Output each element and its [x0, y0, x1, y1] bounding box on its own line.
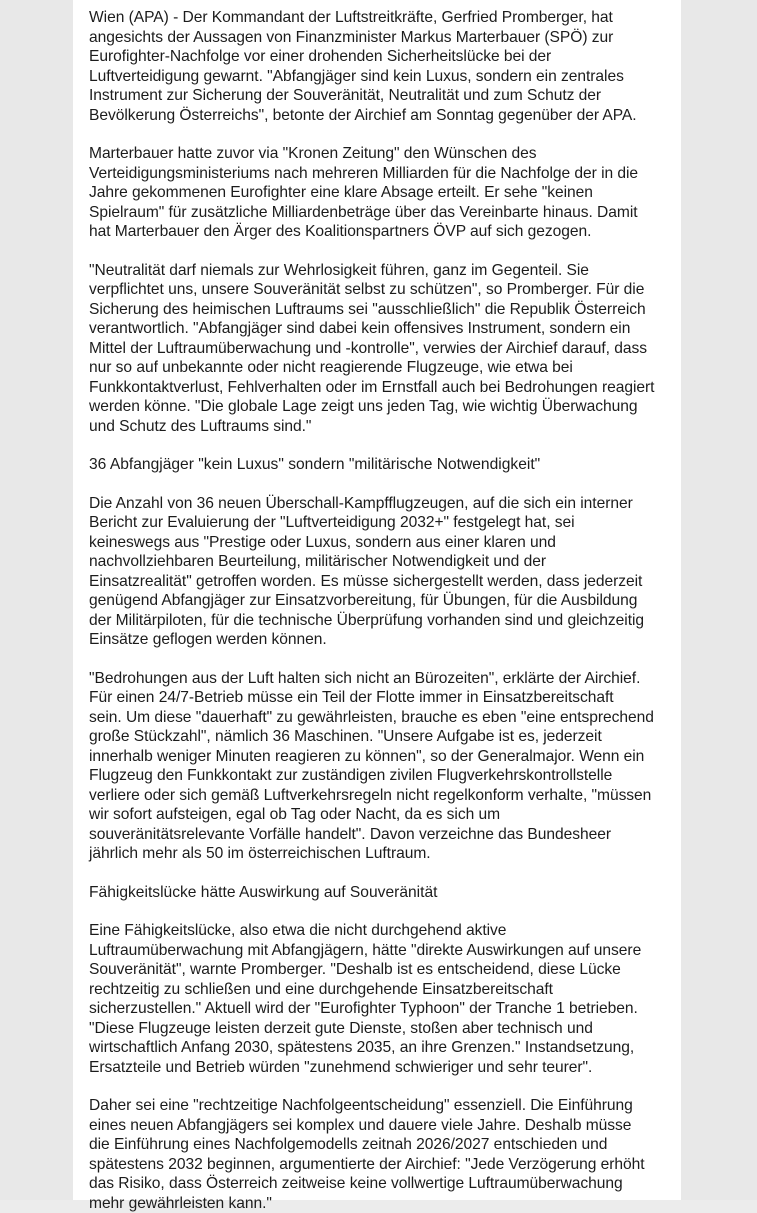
- text-line: Luftraumüberwachung mit Abfangjägern, hätte "direkte Auswirkungen auf unsere: [89, 941, 681, 961]
- text-line: Einsätze geflogen werden können.: [89, 630, 681, 650]
- text-line: rechtzeitig zu schließen und eine durchgehende Einsatzbereitschaft: [89, 980, 681, 1000]
- text-line: Souveränität", warnte Promberger. "Deshalb ist es entscheidend, diese Lücke: [89, 960, 681, 980]
- left-margin: [0, 0, 73, 1200]
- text-line: Jahre gekommenen Eurofighter eine klare Absage erteilt. Er sehe "keinen: [89, 183, 681, 203]
- text-line: Wien (APA) - Der Kommandant der Luftstreitkräfte, Gerfried Promberger, hat: [89, 8, 681, 28]
- text-line: wir sofort aufsteigen, egal ob Tag oder Nacht, da es sich um: [89, 805, 681, 825]
- text-line: Einsatzrealität" getroffen worden. Es müsse sichergestellt werden, dass jederzeit: [89, 572, 681, 592]
- subheading-abfangjaeger: 36 Abfangjäger "kein Luxus" sondern "militärische Notwendigkeit": [89, 455, 681, 475]
- text-line: Mittel der Luftraumüberwachung und -kontrolle", verwies der Airchief darauf, dass: [89, 339, 681, 359]
- text-line: Flugzeug den Funkkontakt zur zuständigen zivilen Flugverkehrskontrollstelle: [89, 766, 681, 786]
- article-body: [73, 0, 681, 1200]
- text-line: verliere oder sich gemäß Luftverkehrsregeln nicht regelkonform verhalte, "müssen: [89, 786, 681, 806]
- text-line: "Bedrohungen aus der Luft halten sich nicht an Bürozeiten", erklärte der Airchief.: [89, 669, 681, 689]
- text-line: spätestens 2032 beginnen, argumentierte der Airchief: "Jede Verzögerung erhöht: [89, 1155, 681, 1175]
- text-line: und Schutz des Luftraums sind.": [89, 417, 681, 437]
- paragraph-nachfolge: [89, 1096, 681, 1213]
- text-line: Luftverteidigung gewarnt. "Abfangjäger sind kein Luxus, sondern ein zentrales: [89, 67, 681, 87]
- paragraph-luecke: [89, 921, 681, 1077]
- text-line: Ersatzteile und Betrieb würden "zunehmend schwieriger und sehr teurer".: [89, 1058, 681, 1078]
- paragraph-bedrohungen: [89, 669, 681, 864]
- text-line: die Einführung eines Nachfolgemodells zeitnah 2026/2027 entschieden und: [89, 1135, 681, 1155]
- text-line: Die Anzahl von 36 neuen Überschall-Kampfflugzeugen, auf die sich ein interner: [89, 494, 681, 514]
- text-line: mehr gewährleisten kann.": [89, 1194, 681, 1213]
- text-line: sicherzustellen." Aktuell wird der "Eurofighter Typhoon" der Tranche 1 betrieben.: [89, 999, 681, 1019]
- text-line: jährlich mehr als 50 im österreichischen Luftraum.: [89, 844, 681, 864]
- text-line: innerhalb weniger Minuten reagieren zu können", so der Generalmajor. Wenn ein: [89, 747, 681, 767]
- text-line: Instrument zur Sicherung der Souveränität, Neutralität und zum Schutz der: [89, 86, 681, 106]
- text-line: große Stückzahl", nämlich 36 Maschinen. "Unsere Aufgabe ist es, jederzeit: [89, 727, 681, 747]
- paragraph-intro: [89, 8, 681, 125]
- text-line: Eine Fähigkeitslücke, also etwa die nicht durchgehend aktive: [89, 921, 681, 941]
- paragraph-anzahl: [89, 494, 681, 650]
- text-line: Spielraum" für zusätzliche Milliardenbeträge über das Vereinbarte hinaus. Damit: [89, 203, 681, 223]
- subheading-faehigkeitsluecke: Fähigkeitslücke hätte Auswirkung auf Souveränität: [89, 883, 681, 903]
- text-line: genügend Abfangjäger zur Einsatzvorbereitung, für Übungen, für die Ausbildung: [89, 591, 681, 611]
- text-line: nachvollziehbaren Beurteilung, militärischer Notwendigkeit und der: [89, 552, 681, 572]
- paragraph-marterbauer: [89, 144, 681, 242]
- text-line: Eurofighter-Nachfolge vor einer drohenden Sicherheitslücke bei der: [89, 47, 681, 67]
- text-line: souveränitätsrelevante Vorfälle handelt". Davon verzeichne das Bundesheer: [89, 825, 681, 845]
- text-line: Bericht zur Evaluierung der "Luftverteidigung 2032+" festgelegt hat, sei: [89, 513, 681, 533]
- text-line: nur so auf unbekannte oder nicht reagierende Flugzeuge, wie etwa bei: [89, 358, 681, 378]
- text-line: der Militärpiloten, für die technische Überprüfung vorhanden sind und gleichzeitig: [89, 611, 681, 631]
- text-line: angesichts der Aussagen von Finanzminister Markus Marterbauer (SPÖ) zur: [89, 28, 681, 48]
- text-line: Für einen 24/7-Betrieb müsse ein Teil der Flotte immer in Einsatzbereitschaft: [89, 688, 681, 708]
- text-line: keineswegs aus "Prestige oder Luxus, sondern aus einer klaren und: [89, 533, 681, 553]
- text-line: Daher sei eine "rechtzeitige Nachfolgeentscheidung" essenziell. Die Einführung: [89, 1096, 681, 1116]
- text-line: werden könne. "Die globale Lage zeigt uns jeden Tag, wie wichtig Überwachung: [89, 397, 681, 417]
- text-line: Marterbauer hatte zuvor via "Kronen Zeitung" den Wünschen des: [89, 144, 681, 164]
- text-line: "Neutralität darf niemals zur Wehrlosigkeit führen, ganz im Gegenteil. Sie: [89, 261, 681, 281]
- text-line: das Risiko, dass Österreich zeitweise keine vollwertige Luftraumüberwachung: [89, 1174, 681, 1194]
- text-line: "Diese Flugzeuge leisten derzeit gute Dienste, stoßen aber technisch und: [89, 1019, 681, 1039]
- text-line: wirtschaftlich Anfang 2030, spätestens 2035, an ihre Grenzen." Instandsetzung,: [89, 1038, 681, 1058]
- right-margin: [681, 0, 757, 1200]
- text-line: sein. Um diese "dauerhaft" zu gewährleisten, brauche es eben "eine entsprechend: [89, 708, 681, 728]
- text-line: Bevölkerung Österreichs", betonte der Airchief am Sonntag gegenüber der APA.: [89, 106, 681, 126]
- text-line: hat Marterbauer den Ärger des Koalitionspartners ÖVP auf sich gezogen.: [89, 222, 681, 242]
- text-line: Verteidigungsministeriums nach mehreren Milliarden für die Nachfolge der in die: [89, 164, 681, 184]
- text-line: eines neuen Abfangjägers sei komplex und dauere viele Jahre. Deshalb müsse: [89, 1116, 681, 1136]
- text-line: verpflichtet uns, unsere Souveränität selbst zu schützen", so Promberger. Für die: [89, 280, 681, 300]
- text-line: verantwortlich. "Abfangjäger sind dabei kein offensives Instrument, sondern ein: [89, 319, 681, 339]
- text-line: Funkkontaktverlust, Fehlverhalten oder im Ernstfall auch bei Bedrohungen reagiert: [89, 378, 681, 398]
- text-line: Sicherung des heimischen Luftraums sei "ausschließlich" die Republik Österreich: [89, 300, 681, 320]
- paragraph-neutralitaet: [89, 261, 681, 437]
